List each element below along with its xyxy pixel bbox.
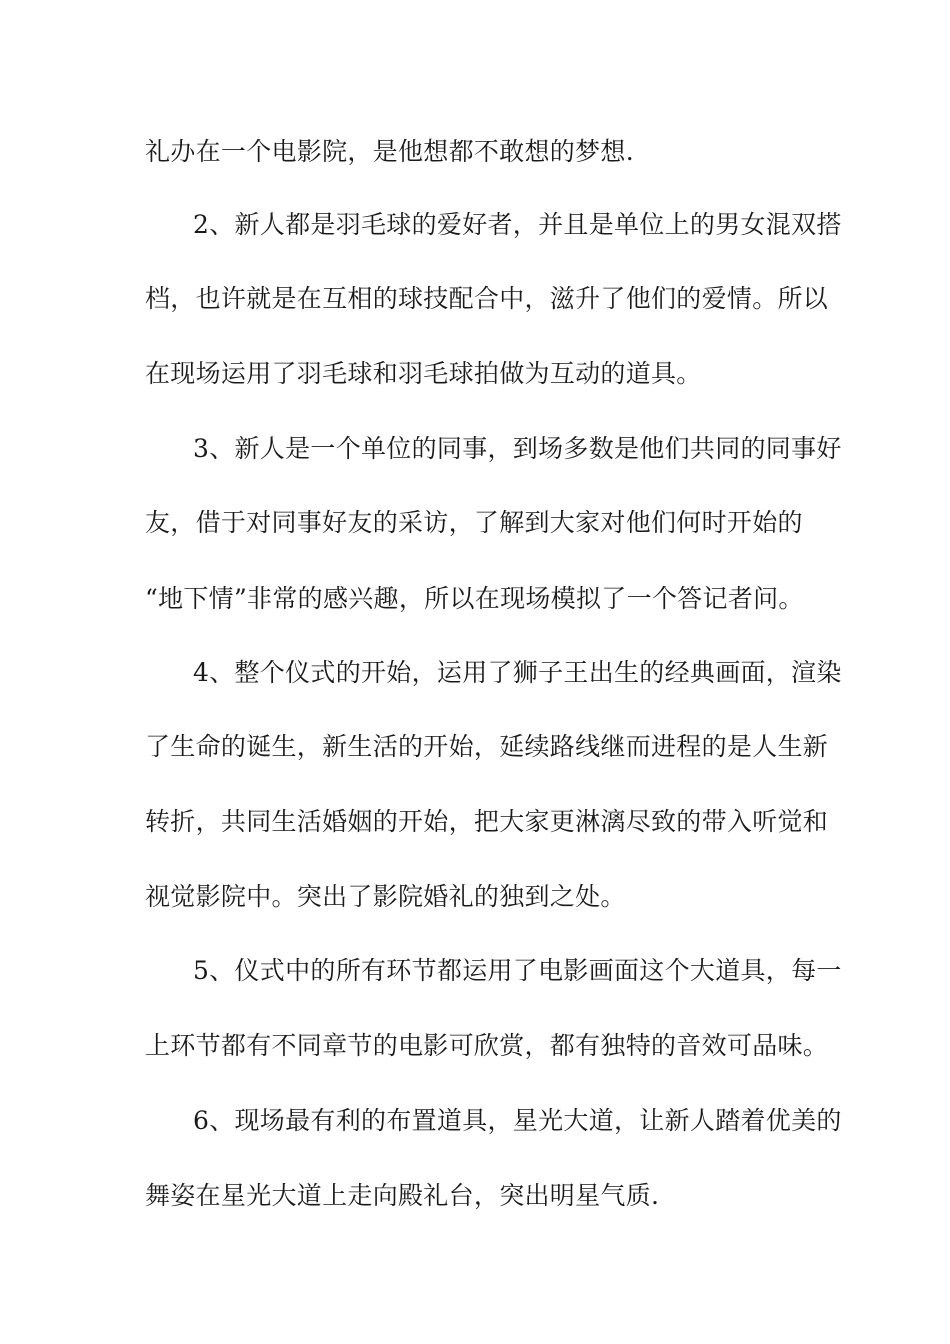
text-line: 转折，共同生活婚姻的开始，把大家更淋漓尽致的带入听觉和	[145, 807, 829, 836]
text-line: 了生命的诞生，新生活的开始，延续路线继而进程的是人生新	[145, 732, 829, 761]
text-line: 礼办在一个电影院，是他想都不敢想的梦想.	[145, 137, 634, 166]
text-line: 4、整个仪式的开始，运用了狮子王出生的经典画面，渲染	[193, 658, 842, 687]
text-line: 2、新人都是羽毛球的爱好者，并且是单位上的男女混双搭	[193, 210, 842, 239]
text-line: 在现场运用了羽毛球和羽毛球拍做为互动的道具。	[145, 359, 702, 388]
text-line: 舞姿在星光大道上走向殿礼台，突出明星气质.	[145, 1181, 660, 1210]
text-line: 视觉影院中。突出了影院婚礼的独到之处。	[145, 882, 626, 911]
text-line: 档，也许就是在互相的球技配合中，滋升了他们的爱情。所以	[145, 284, 829, 313]
text-line: 6、现场最有利的布置道具，星光大道，让新人踏着优美的	[193, 1106, 842, 1135]
text-line: 友，借于对同事好友的采访，了解到大家对他们何时开始的	[145, 508, 803, 537]
text-line: “地下情”非常的感兴趣，所以在现场模拟了一个答记者问。	[145, 584, 804, 613]
text-line: 5、仪式中的所有环节都运用了电影画面这个大道具，每一	[193, 956, 842, 985]
text-line: 上环节都有不同章节的电影可欣赏，都有独特的音效可品味。	[145, 1031, 829, 1060]
text-line: 3、新人是一个单位的同事，到场多数是他们共同的同事好	[193, 434, 842, 463]
